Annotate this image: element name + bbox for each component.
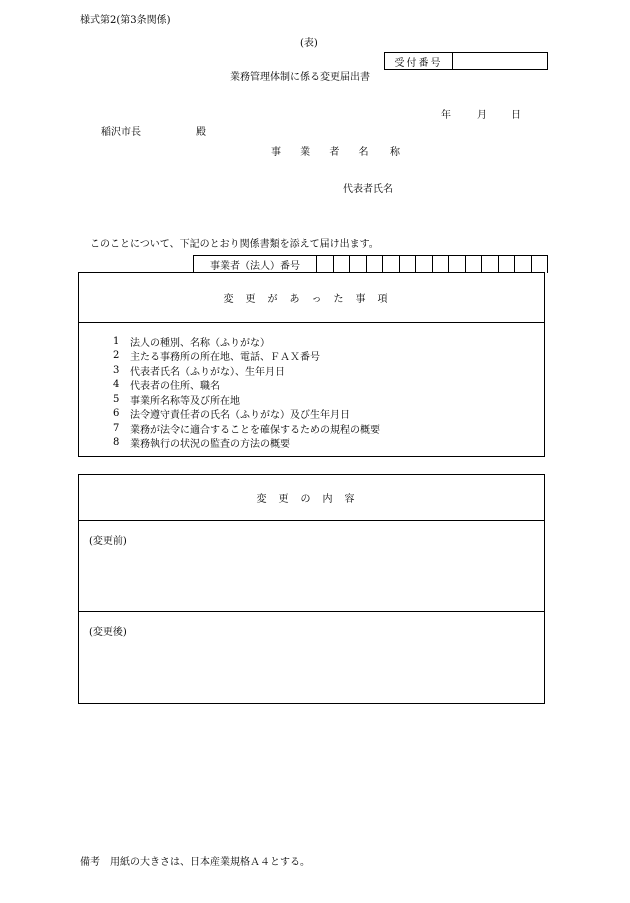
after-change-area[interactable] xyxy=(79,612,544,704)
business-number-cell[interactable] xyxy=(515,256,532,273)
business-number-row xyxy=(193,255,548,273)
business-number-cell[interactable] xyxy=(317,256,334,273)
item-text: 業務が法令に適合することを確保するための規程の概要 xyxy=(130,424,380,436)
list-item[interactable] xyxy=(113,407,544,422)
item-number: 1 xyxy=(113,335,120,347)
change-content-table xyxy=(78,474,545,704)
business-number-cell[interactable] xyxy=(433,256,450,273)
change-content-header: 変更の内容 xyxy=(79,475,544,521)
business-number-cell[interactable] xyxy=(482,256,499,273)
business-number-cell[interactable] xyxy=(449,256,466,273)
business-name-label: 事 業 者 名 xyxy=(271,147,377,158)
list-item[interactable] xyxy=(113,392,544,407)
list-item[interactable] xyxy=(113,421,544,436)
changed-items-header: 変更があった事項 xyxy=(79,273,544,323)
addressee-honorific: 殿 xyxy=(196,127,206,138)
item-text: 代表者の住所、職名 xyxy=(130,381,220,393)
list-item[interactable] xyxy=(113,436,544,451)
list-item[interactable] xyxy=(113,363,544,378)
changed-items-table xyxy=(78,272,545,457)
business-number-cell[interactable] xyxy=(532,256,548,273)
after-change-label: (変更後) xyxy=(89,627,127,638)
business-number-cell[interactable] xyxy=(466,256,483,273)
face-label: (表) xyxy=(300,38,318,49)
business-name-suffix: 称 xyxy=(390,147,400,158)
form-id: 様式第2(第3条関係) xyxy=(80,15,171,26)
business-number-cells xyxy=(317,256,547,273)
item-number: 7 xyxy=(113,422,120,434)
changed-items-list xyxy=(79,323,544,450)
list-item[interactable] xyxy=(113,349,544,364)
item-text: 法令遵守責任者の氏名（ふりがな）及び生年月日 xyxy=(130,410,350,422)
item-number: 2 xyxy=(113,350,120,362)
receipt-number-box xyxy=(384,52,548,70)
receipt-number-field[interactable] xyxy=(453,53,547,69)
item-text: 法人の種別、名称（ふりがな） xyxy=(130,337,270,349)
receipt-number-label: 受付番号 xyxy=(385,53,453,69)
intro-text: このことについて、下記のとおり関係書類を添えて届け出ます。 xyxy=(90,239,379,250)
business-number-cell[interactable] xyxy=(350,256,367,273)
business-number-cell[interactable] xyxy=(383,256,400,273)
item-number: 4 xyxy=(113,379,120,391)
addressee-name: 稲沢市長 xyxy=(101,127,141,138)
item-text: 代表者氏名（ふりがな）、生年月日 xyxy=(130,366,285,378)
item-text: 主たる事務所の所在地、電話、ＦＡＸ番号 xyxy=(130,352,320,364)
item-number: 6 xyxy=(113,408,120,420)
before-change-area[interactable] xyxy=(79,521,544,612)
item-number: 8 xyxy=(113,437,120,449)
footnote: 備考 用紙の大きさは、日本産業規格Ａ４とする。 xyxy=(80,857,310,868)
document-title: 業務管理体制に係る変更届出書 xyxy=(230,72,370,83)
item-number: 5 xyxy=(113,393,120,405)
business-number-cell[interactable] xyxy=(334,256,351,273)
item-text: 業務執行の状況の監査の方法の概要 xyxy=(130,439,290,451)
item-text: 事業所名称等及び所在地 xyxy=(130,395,240,407)
business-number-cell[interactable] xyxy=(499,256,516,273)
business-number-cell[interactable] xyxy=(416,256,433,273)
list-item[interactable] xyxy=(113,334,544,349)
date-year-label: 年 xyxy=(441,110,451,121)
before-change-label: (変更前) xyxy=(89,536,127,547)
business-number-cell[interactable] xyxy=(367,256,384,273)
date-month-label: 月 xyxy=(477,110,487,121)
business-number-cell[interactable] xyxy=(400,256,417,273)
date-day-label: 日 xyxy=(511,110,521,121)
business-number-label: 事業者（法人）番号 xyxy=(194,256,317,273)
representative-label: 代表者氏名 xyxy=(343,184,393,195)
list-item[interactable] xyxy=(113,378,544,393)
item-number: 3 xyxy=(113,364,120,376)
